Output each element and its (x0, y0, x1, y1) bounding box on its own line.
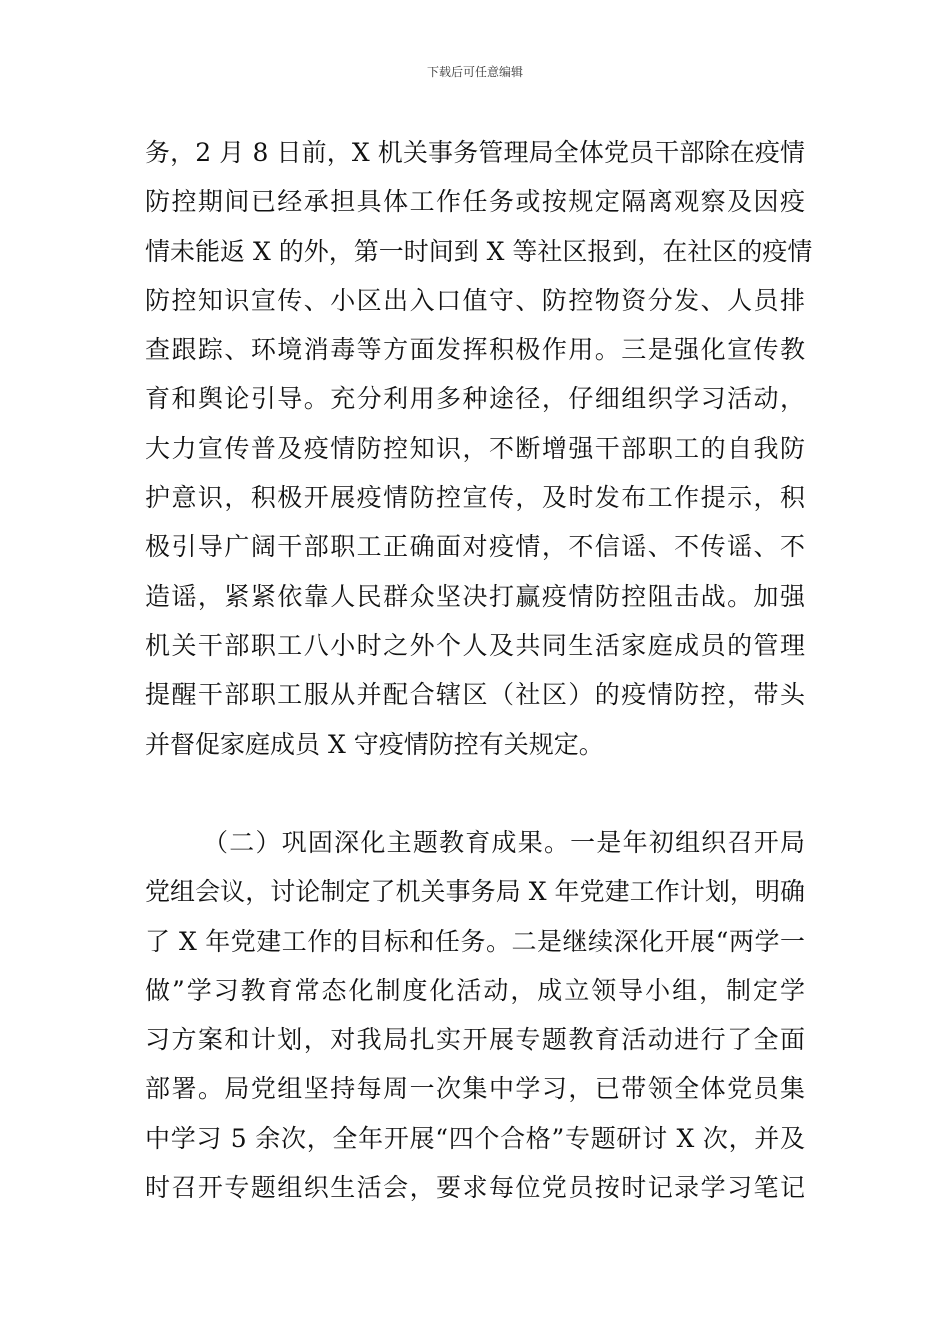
text-line: 查跟踪、环境消毒等方面发挥积极作用。三是强化宣传教 (145, 335, 805, 365)
text-line: 党组会议，讨论制定了机关事务局 X 年党建工作计划，明确 (145, 877, 805, 907)
text-line: 机关干部职工八小时之外个人及共同生活家庭成员的管理 (145, 630, 805, 660)
text-line: 并督促家庭成员 X 守疫情防控有关规定。 (145, 729, 604, 759)
text-line: 育和舆论引导。充分利用多种途径，仔细组织学习活动， (145, 384, 805, 414)
text-line: 防控期间已经承担具体工作任务或按规定隔离观察及因疫 (145, 187, 805, 217)
paragraph-1 (145, 128, 813, 769)
text-line: 部署。局党组坚持每周一次集中学习，已带领全体党员集 (145, 1074, 805, 1104)
text-line: 中学习 5 余次，全年开展“四个合格”专题研讨 X 次，并及 (145, 1123, 805, 1153)
text-line: 极引导广阔干部职工正确面对疫情，不信谣、不传谣、不 (145, 532, 805, 562)
text-line: 造谣，紧紧依靠人民群众坚决打赢疫情防控阻击战。加强 (145, 581, 805, 611)
text-line: 了 X 年党建工作的目标和任务。二是继续深化开展“两学一 (145, 926, 805, 956)
text-line: 时召开专题组织生活会，要求每位党员按时记录学习笔记 (145, 1173, 805, 1203)
text-line: 务，2 月 8 日前，X 机关事务管理局全体党员干部除在疫情 (145, 138, 805, 167)
text-line: 提醒干部职工服从并配合辖区（社区）的疫情防控，带头 (145, 680, 805, 710)
page-header: 下载后可任意编辑 (426, 65, 523, 79)
text-line: 护意识，积极开展疫情防控宣传，及时发布工作提示，积 (145, 483, 805, 513)
text-line: （二）巩固深化主题教育成果。一是年初组织召开局 (203, 828, 805, 857)
text-line: 习方案和计划，对我局扎实开展专题教育活动进行了全面 (145, 1025, 805, 1055)
text-line: 情未能返 X 的外，第一时间到 X 等社区报到，在社区的疫情 (145, 236, 813, 266)
paragraph-2 (145, 818, 805, 1212)
text-line: 防控知识宣传、小区出入口值守、防控物资分发、人员排 (145, 285, 805, 315)
text-line: 做”学习教育常态化制度化活动，成立领导小组，制定学 (145, 975, 805, 1005)
text-line: 大力宣传普及疫情防控知识，不断增强干部职工的自我防 (145, 433, 805, 463)
